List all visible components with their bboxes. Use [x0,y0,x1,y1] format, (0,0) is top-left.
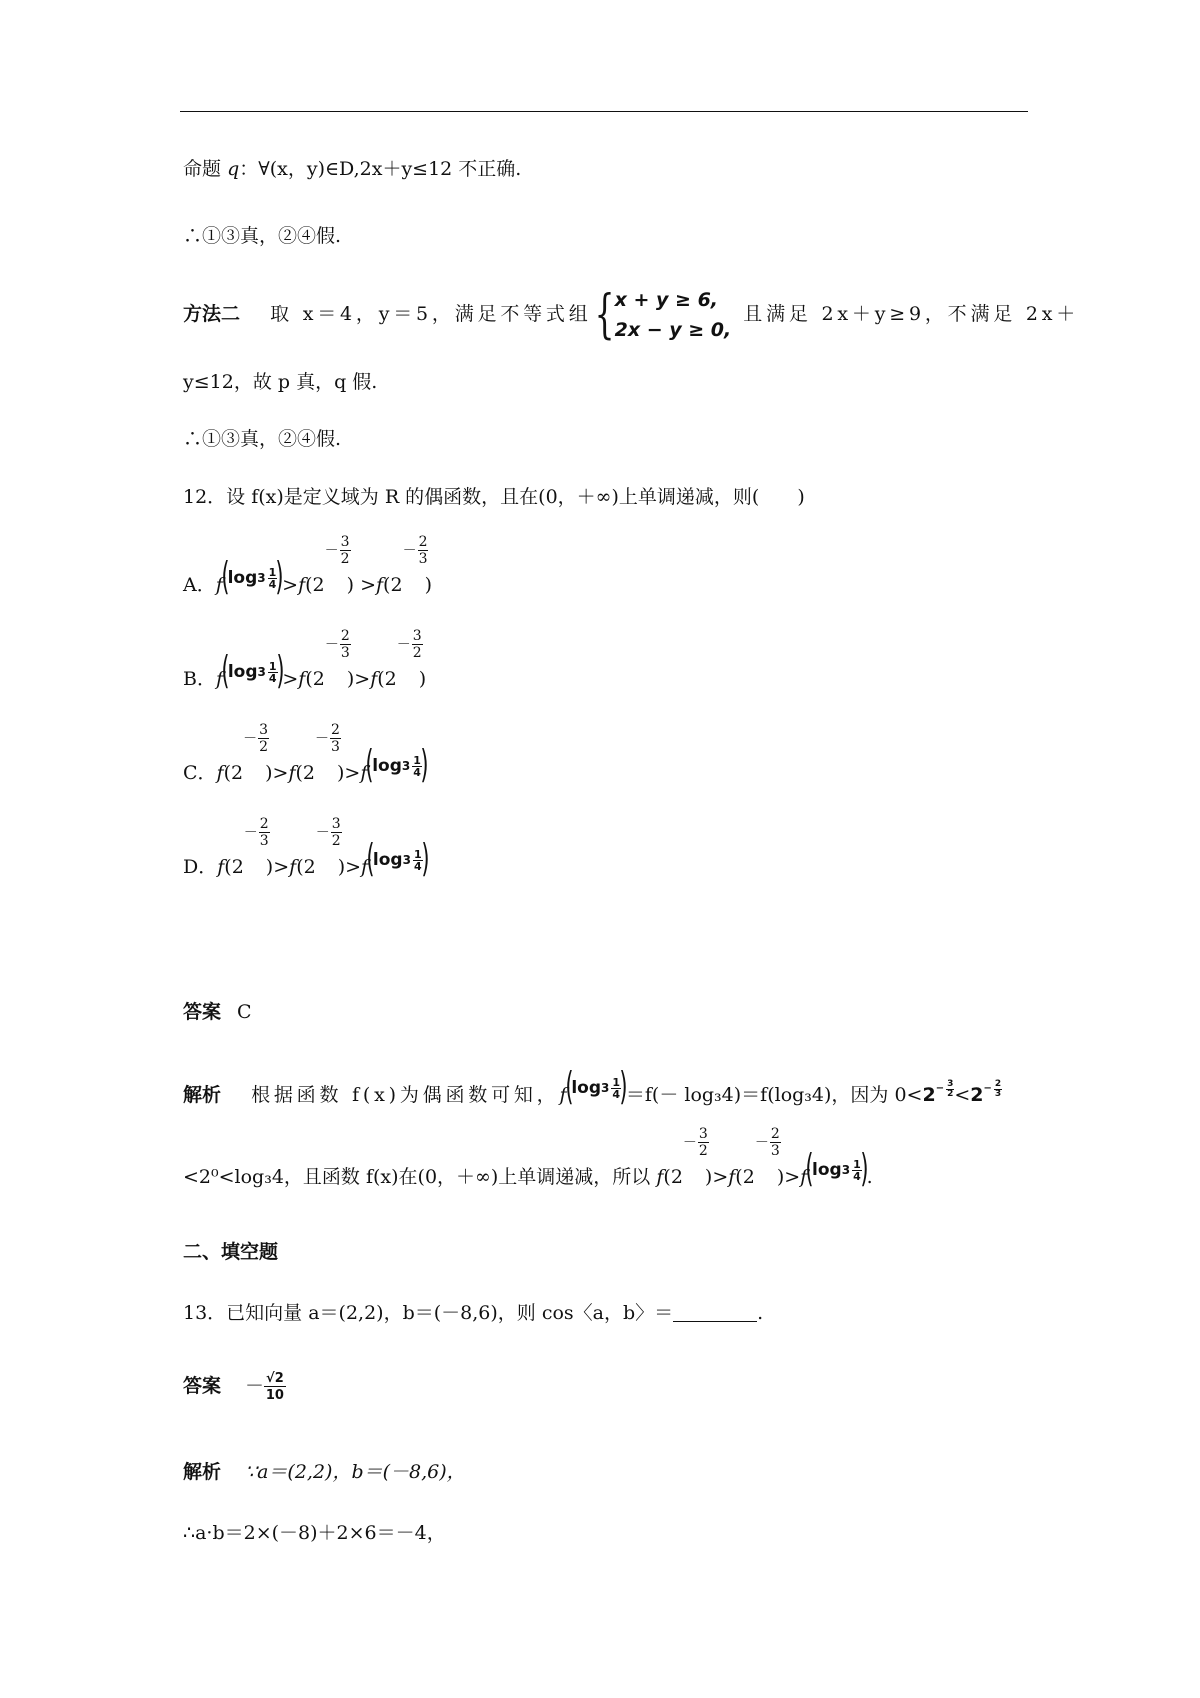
proposition-q: 命题 q：∀(x，y)∈D,2x＋y≤12 不正确. [183,158,522,180]
header-rule [180,111,1028,112]
log-term: ( log 3 1 4 ) [221,648,285,692]
system-brace: { [594,285,615,345]
question-12: 12．设 f(x)是定义域为 R 的偶函数，且在(0，＋∞)上单调递减，则( ) [183,486,805,508]
answer-blank [673,1303,757,1322]
question-13: 13．已知向量 a＝(2,2)，b＝(－8,6)，则 cos〈a，b〉＝ . [183,1302,764,1324]
answer-13: 答案 － $\frac{√2}{10}$ [183,1371,284,1403]
log-term: ( log 3 1 4 ) [365,742,429,786]
method-two-result: y≤12，故 p 真，q 假. [183,371,378,393]
log-term: ( log 3 1 4 ) [221,554,284,598]
dot-product-line: ∴a·b＝2×(－8)＋2×6＝－4， [183,1522,446,1544]
option-b: B．f ( log 3 1 4 ) >f(2 － $\frac{2}{3}$ )>f(2 － $\frac{3}{2}$ ) [183,628,427,692]
method-two-label: 方法二 [183,303,241,325]
log-term: ( log 3 1 4 ) [564,1064,628,1108]
answer-fraction: $\frac{√2}{10}$ [265,1371,284,1403]
answer-12: 答案 C [183,1001,252,1023]
log-term: ( log 3 1 4 ) [805,1146,869,1190]
conclusion-2: ∴①③真，②④假. [183,428,342,450]
log-term: ( log 3 1 4 ) [366,836,430,880]
method-two: 方法二 取 x＝4，y＝5，满足不等式组{ x + y ≥ 6, 2x − y ≥ 0, 且满足 2x＋y≥9，不满足 2x＋ [183,285,1080,345]
analysis-13: 解析 ∵a＝(2,2)，b＝(－8,6)， [183,1461,466,1483]
option-a: A．f ( log 3 1 4 ) >f(2 － $\frac{3}{2}$ ) >f(2 － $\frac{2}{3}$ ) [183,534,432,598]
option-c: C．f(2 － $\frac{3}{2}$ )>f(2 － $\frac{2}{3}$ )>f ( log 3 1 4 ) [183,722,429,786]
analysis-12-line1: 解析 根据函数 f(x)为偶函数可知，f ( log 3 1 4 ) ＝f(－ log₃4)＝f(log₃4)，因为 0<2− 3 2 <2− 2 3 [183,1064,1002,1108]
section-title: 二、填空题 [183,1241,279,1263]
option-d: D．f(2 － $\frac{2}{3}$ )>f(2 － $\frac{3}{2}$ )>f ( log 3 1 4 ) [183,816,430,880]
conclusion-1: ∴①③真，②④假. [183,225,342,247]
inequality-system: x + y ≥ 6, 2x − y ≥ 0, [614,289,732,341]
analysis-12-line2: <2⁰<log₃4，且函数 f(x)在(0，＋∞)上单调递减，所以 f(2 － $\frac{3}{2}$ )>f(2 － $\frac{2}{3}$ )>f ( log 3 1 4 ) . [183,1126,873,1190]
